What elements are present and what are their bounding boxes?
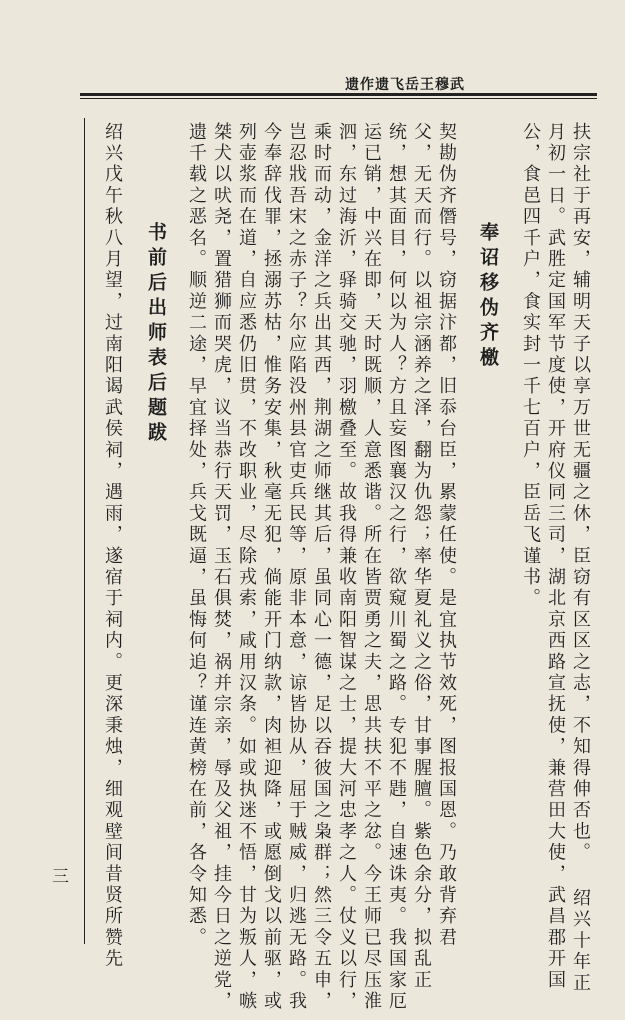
text-column: 统，想其面目，何以为人？方且妄图襄汉之行，欲窥川蜀之路。专犯不韪，自速诛夷。我国家厄 bbox=[386, 122, 407, 1013]
text-column: 岂忍戕吾宋之赤子？尔应陷没州县官吏兵民等，原非本意，谅皆协从，屈于贼威，归逃无路。我 bbox=[286, 122, 307, 1013]
header-rule-thick bbox=[80, 93, 597, 96]
section-heading: 书前后出师表后题跋 bbox=[145, 222, 167, 447]
text-column: 契勘伪齐僭号，窃据汴都，旧忝台臣，累蒙任使。是宜执节效死，图报国恩。乃敢背弃君 bbox=[436, 122, 457, 949]
text-column: 运已销，中兴在即，天时既顺，人意悉谐。所在皆贾勇之夫，思共扶不平之忿。今王师已尽压淮 bbox=[361, 122, 382, 1013]
text-column: 桀犬以吠尧，置猎狮而哭虎，议当恭行天罚，玉石俱焚，祸并宗亲，辱及父祖，挂今日之逆党， bbox=[211, 122, 232, 1013]
running-header: 遗作遗飞岳王穆武 bbox=[345, 77, 465, 93]
text-column: 公，食邑四千户，食实封一千七百户，臣岳飞谨书。 bbox=[520, 122, 541, 610]
text-column: 今奉辞伐罪，拯溺苏枯，惟务安集，秋毫无犯，倘能开门纳款，肉袒迎降，或愿倒戈以前驱，或 bbox=[261, 122, 282, 1013]
text-column: 父，无天而行。以祖宗涵养之泽，翻为仇怨；率华夏礼义之俗，甘事腥膻。紫色余分，拟乱正 bbox=[411, 122, 432, 992]
text-column: 月初一日。武胜定国军节度使，开府仪同三司，湖北京西路宣抚使，兼营田大使，武昌郡开国 bbox=[545, 122, 566, 992]
section-heading: 奉诏移伪齐檄 bbox=[477, 222, 499, 372]
left-frame-line bbox=[84, 118, 85, 944]
text-column: 列壶浆而在道，自应悉仍旧贯，不改职业，尽除戎索，咸用汉条。如或执迷不悟，甘为叛人，嗾 bbox=[236, 122, 257, 1013]
text-column: 绍兴戊午秋八月望，过南阳谒武侯祠，遇雨，遂宿于祠内。更深秉烛，细观壁间昔贤所赞先 bbox=[102, 122, 123, 970]
page-number: 三 bbox=[52, 867, 69, 887]
text-column: 扶宗社于再安，辅明天子以享万世无疆之休，臣窃有区区之志，不知得伸否也。 绍兴十年正 bbox=[570, 122, 591, 995]
header-rule-thin bbox=[80, 98, 597, 99]
text-column: 遗千载之恶名。顺逆二途，早宜择处，兵戈既逼，虽悔何追？谨连黄榜在前，各令知悉。 bbox=[186, 122, 207, 949]
text-column: 乘时而动，金洋之兵出其西，荆湖之师继其后，虽同心一德，足以吞彼国之枭群；然三令五申， bbox=[311, 122, 332, 1013]
text-column: 泗，东过海沂，驿骑交驰，羽檄叠至。故我得兼收南阳智谋之士，提大河忠孝之人。仗义以行， bbox=[336, 122, 357, 1013]
